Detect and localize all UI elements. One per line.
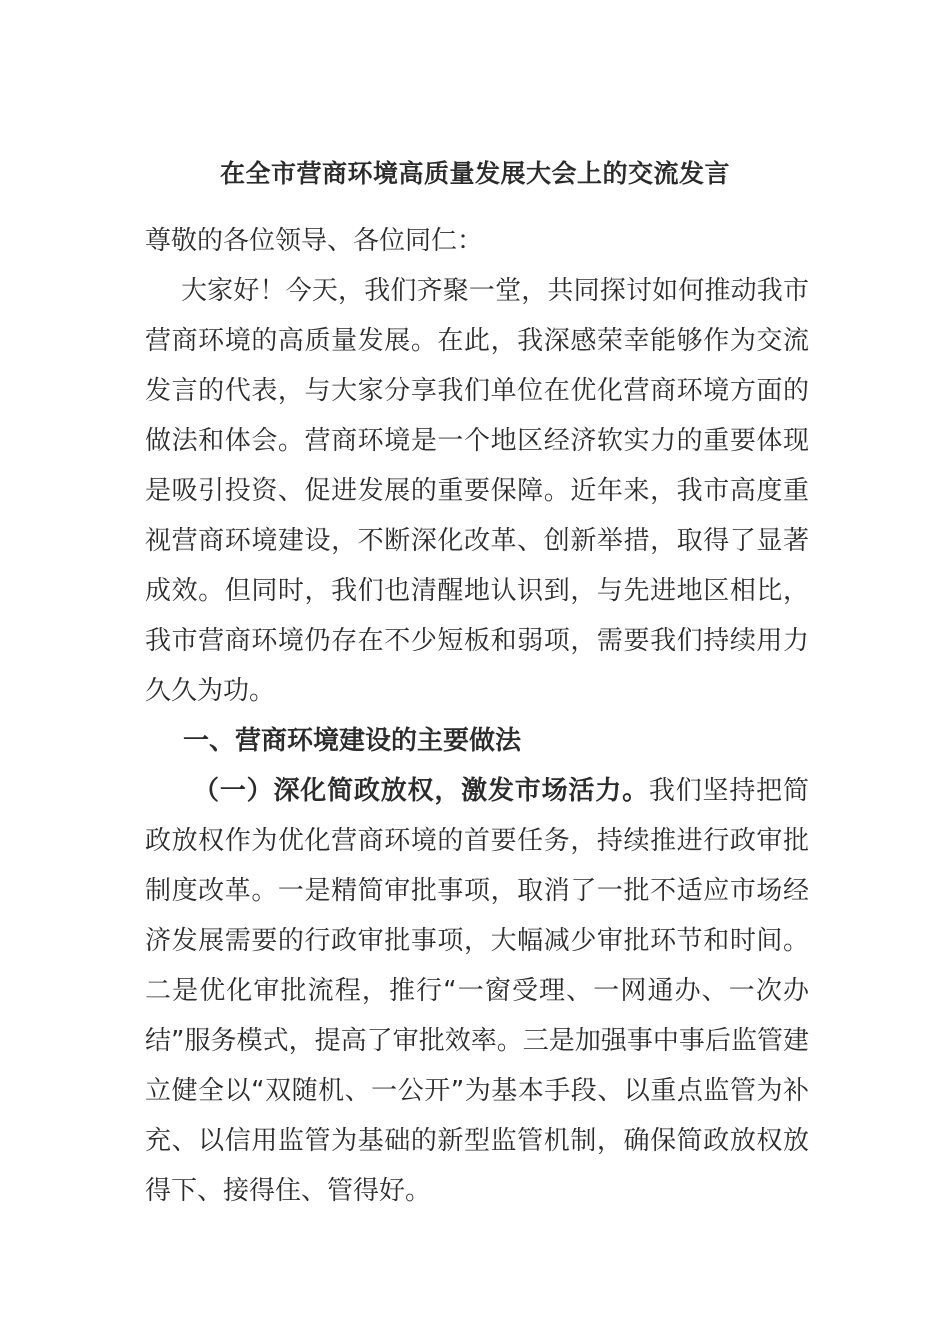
subsection-heading: （一）深化简政放权，激发市场活力。	[193, 776, 649, 806]
document-body	[145, 216, 809, 1216]
salutation: 尊敬的各位领导、各位同仁：	[145, 226, 484, 256]
intro-paragraph: 大家好！今天，我们齐聚一堂，共同探讨如何推动我市营商环境的高质量发展。在此，我深感荣幸能够作为交流发言的代表，与大家分享我们单位在优化营商环境方面的做法和体会。营商环境是一个地区经济软实力的重要体现是吸引投资、促进发展的重要保障。近年来，我市高度重视营商环境建设，不断深化改革、创新举措，取得了显著成效。但同时，我们也清醒地认识到，与先进地区相比，我市营商环境仍存在不少短板和弱项，需要我们持续用力久久为功。	[145, 276, 809, 706]
section-heading: 一、营商环境建设的主要做法	[183, 726, 522, 756]
subsection-text: 我们坚持把简政放权作为优化营商环境的首要任务，持续推进行政审批制度改革。一是精简审批事项，取消了一批不适应市场经济发展需要的行政审批事项，大幅减少审批环节和时间。二是优化审批流程，推行“一窗受理、一网通办、一次办结”服务模式，提高了审批效率。三是加强事中事后监管建立健全以“双随机、一公开”为基本手段、以重点监管为补充、以信用监管为基础的新型监管机制，确保简政放权放得下、接得住、管得好。	[145, 776, 809, 1206]
subsection-paragraph	[145, 766, 809, 1216]
document-title: 在全市营商环境高质量发展大会上的交流发言	[219, 159, 730, 188]
